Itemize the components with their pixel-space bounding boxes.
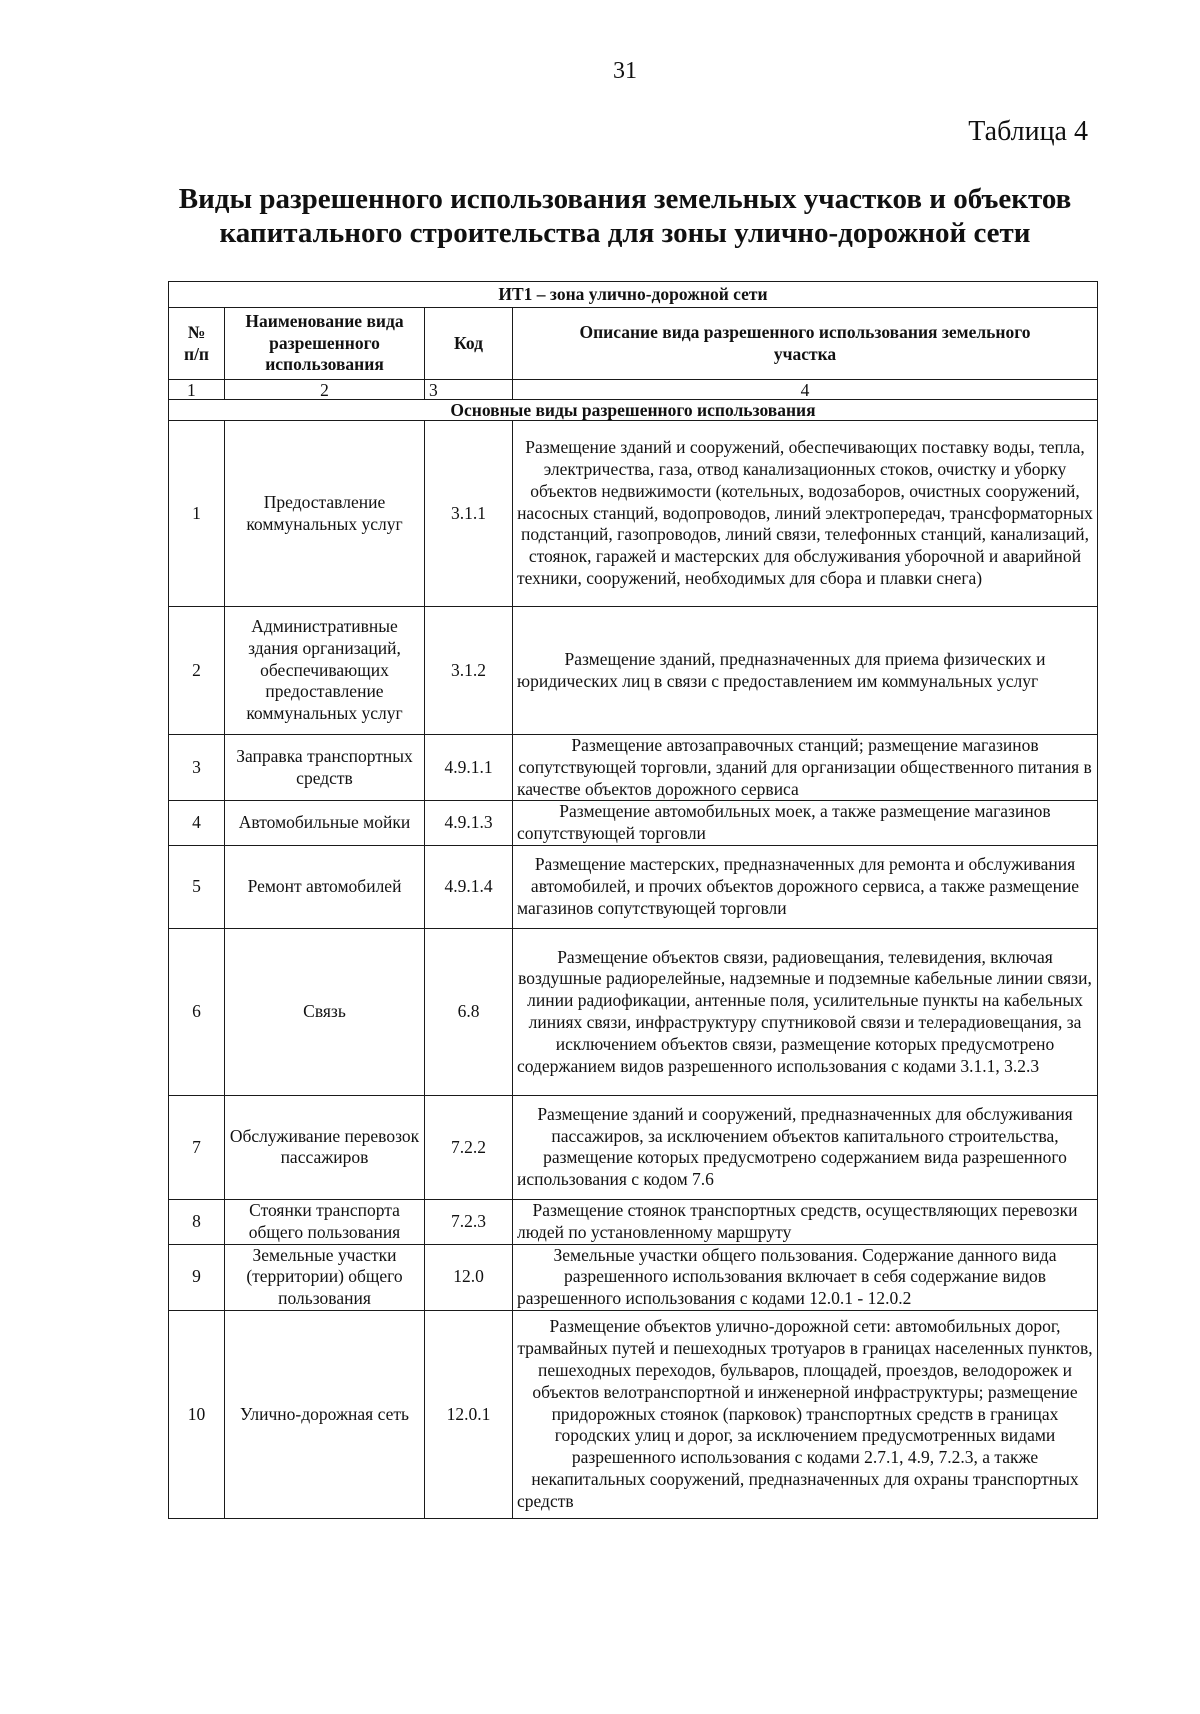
- row-number: 8: [169, 1199, 225, 1244]
- title-line-2: капитального строительства для зоны улично-дорожной сети: [219, 217, 1031, 249]
- row-name: Связь: [225, 928, 425, 1095]
- row-description: Размещение объектов связи, радиовещания, телевидения, включая воздушные радиорелейные, надземные и подземные кабельные линии связи, линии радиофикации, антенные поля, усилительные пункты на кабельных линиях связи, инфраструктуру спутниковой связи и телерадиовещания, за исключением объектов связи, размещение которых предусмотрено содержанием видов разрешенного использования с кодами 3.1.1, 3.2.3: [513, 928, 1098, 1095]
- row-number: 2: [169, 607, 225, 735]
- column-header-row: [169, 308, 1098, 380]
- row-code: 7.2.3: [425, 1199, 513, 1244]
- column-number: 2: [225, 380, 425, 400]
- table-row: [169, 845, 1098, 928]
- zone-header-row: [169, 282, 1098, 308]
- row-number: 3: [169, 735, 225, 801]
- row-description: Размещение объектов улично-дорожной сети: автомобильных дорог, трамвайных путей и пешеходных тротуаров в границах населенных пунктов, пешеходных переходов, бульваров, площадей, проездов, велодорожек и объектов велотранспортной и инженерной инфраструктуры; размещение придорожных стоянок (парковок) транспортных средств в границах городских улиц и дорог, за исключением предусмотренных видами разрешенного использования с кодами 2.7.1, 4.9, 7.2.3, а также некапитальных сооружений, предназначенных для охраны транспортных средств: [513, 1310, 1098, 1518]
- table-row: [169, 421, 1098, 607]
- row-description: Размещение стоянок транспортных средств, осуществляющих перевозки людей по установленному маршруту: [513, 1199, 1098, 1244]
- row-description: Размещение автомобильных моек, а также размещение магазинов сопутствующей торговли: [513, 801, 1098, 846]
- table-row: [169, 1310, 1098, 1518]
- row-code: 6.8: [425, 928, 513, 1095]
- table-row: [169, 1244, 1098, 1310]
- row-name: Предоставление коммунальных услуг: [225, 421, 425, 607]
- column-number: 4: [513, 380, 1098, 400]
- section-header: Основные виды разрешенного использования: [169, 400, 1098, 421]
- row-code: 7.2.2: [425, 1095, 513, 1199]
- header-number: [169, 308, 225, 380]
- row-number: 1: [169, 421, 225, 607]
- table-label: Таблица 4: [968, 116, 1088, 147]
- header-description: Описание вида разрешенного использования земельного участка: [513, 308, 1098, 380]
- row-number: 6: [169, 928, 225, 1095]
- column-number: 1: [169, 380, 225, 400]
- row-description: Размещение зданий и сооружений, предназначенных для обслуживания пассажиров, за исключением объектов капитального строительства, размещение которых предусмотрено содержанием вида разрешенного использования с кодом 7.6: [513, 1095, 1098, 1199]
- row-code: 4.9.1.1: [425, 735, 513, 801]
- row-number: 9: [169, 1244, 225, 1310]
- row-code: 3.1.2: [425, 607, 513, 735]
- row-number: 7: [169, 1095, 225, 1199]
- row-name: Улично-дорожная сеть: [225, 1310, 425, 1518]
- row-description: Размещение зданий, предназначенных для приема физических и юридических лиц в связи с предоставлением им коммунальных услуг: [513, 607, 1098, 735]
- table-row: [169, 928, 1098, 1095]
- row-code: 4.9.1.4: [425, 845, 513, 928]
- row-code: 12.0.1: [425, 1310, 513, 1518]
- header-number-symbol: №: [187, 321, 206, 342]
- row-name: Обслуживание перевозок пассажиров: [225, 1095, 425, 1199]
- table-row: [169, 801, 1098, 846]
- row-description: Размещение автозаправочных станций; размещение магазинов сопутствующей торговли, зданий для организации общественного питания в качестве объектов дорожного сервиса: [513, 735, 1098, 801]
- row-number: 4: [169, 801, 225, 846]
- row-code: 4.9.1.3: [425, 801, 513, 846]
- section-header-row: [169, 400, 1098, 421]
- zone-header: ИТ1 – зона улично-дорожной сети: [169, 282, 1098, 308]
- row-code: 12.0: [425, 1244, 513, 1310]
- row-name: Заправка транспортных средств: [225, 735, 425, 801]
- table-row: [169, 735, 1098, 801]
- column-number: 3: [425, 380, 513, 400]
- row-name: Автомобильные мойки: [225, 801, 425, 846]
- table-row: [169, 1199, 1098, 1244]
- row-name: Административные здания организаций, обеспечивающих предоставление коммунальных услуг: [225, 607, 425, 735]
- header-name: Наименование вида разрешенного использования: [225, 308, 425, 380]
- table-row: [169, 1095, 1098, 1199]
- row-description: Земельные участки общего пользования. Содержание данного вида разрешенного использования включает в себя содержание видов разрешенного использования с кодами 12.0.1 - 12.0.2: [513, 1244, 1098, 1310]
- title-line-1: Виды разрешенного использования земельных участков и объектов: [178, 183, 1072, 215]
- row-name: Ремонт автомобилей: [225, 845, 425, 928]
- header-number-abbr: п/п: [183, 343, 210, 364]
- row-name: Стоянки транспорта общего пользования: [225, 1199, 425, 1244]
- land-use-table: [168, 281, 1098, 1519]
- page-number: 31: [613, 58, 637, 84]
- row-number: 10: [169, 1310, 225, 1518]
- header-code: Код: [425, 308, 513, 380]
- document-title: [150, 182, 1100, 250]
- row-number: 5: [169, 845, 225, 928]
- column-number-row: [169, 380, 1098, 400]
- row-description: Размещение мастерских, предназначенных для ремонта и обслуживания автомобилей, и прочих объектов дорожного сервиса, а также размещение магазинов сопутствующей торговли: [513, 845, 1098, 928]
- table-body: [169, 421, 1098, 1519]
- row-name: Земельные участки (территории) общего пользования: [225, 1244, 425, 1310]
- row-description: Размещение зданий и сооружений, обеспечивающих поставку воды, тепла, электричества, газа, отвод канализационных стоков, очистку и уборку объектов недвижимости (котельных, водозаборов, очистных сооружений, насосных станций, водопроводов, линий электропередач, трансформаторных подстанций, газопроводов, линий связи, телефонных станций, канализаций, стоянок, гаражей и мастерских для обслуживания уборочной и аварийной техники, сооружений, необходимых для сбора и плавки снега): [513, 421, 1098, 607]
- row-code: 3.1.1: [425, 421, 513, 607]
- table-row: [169, 607, 1098, 735]
